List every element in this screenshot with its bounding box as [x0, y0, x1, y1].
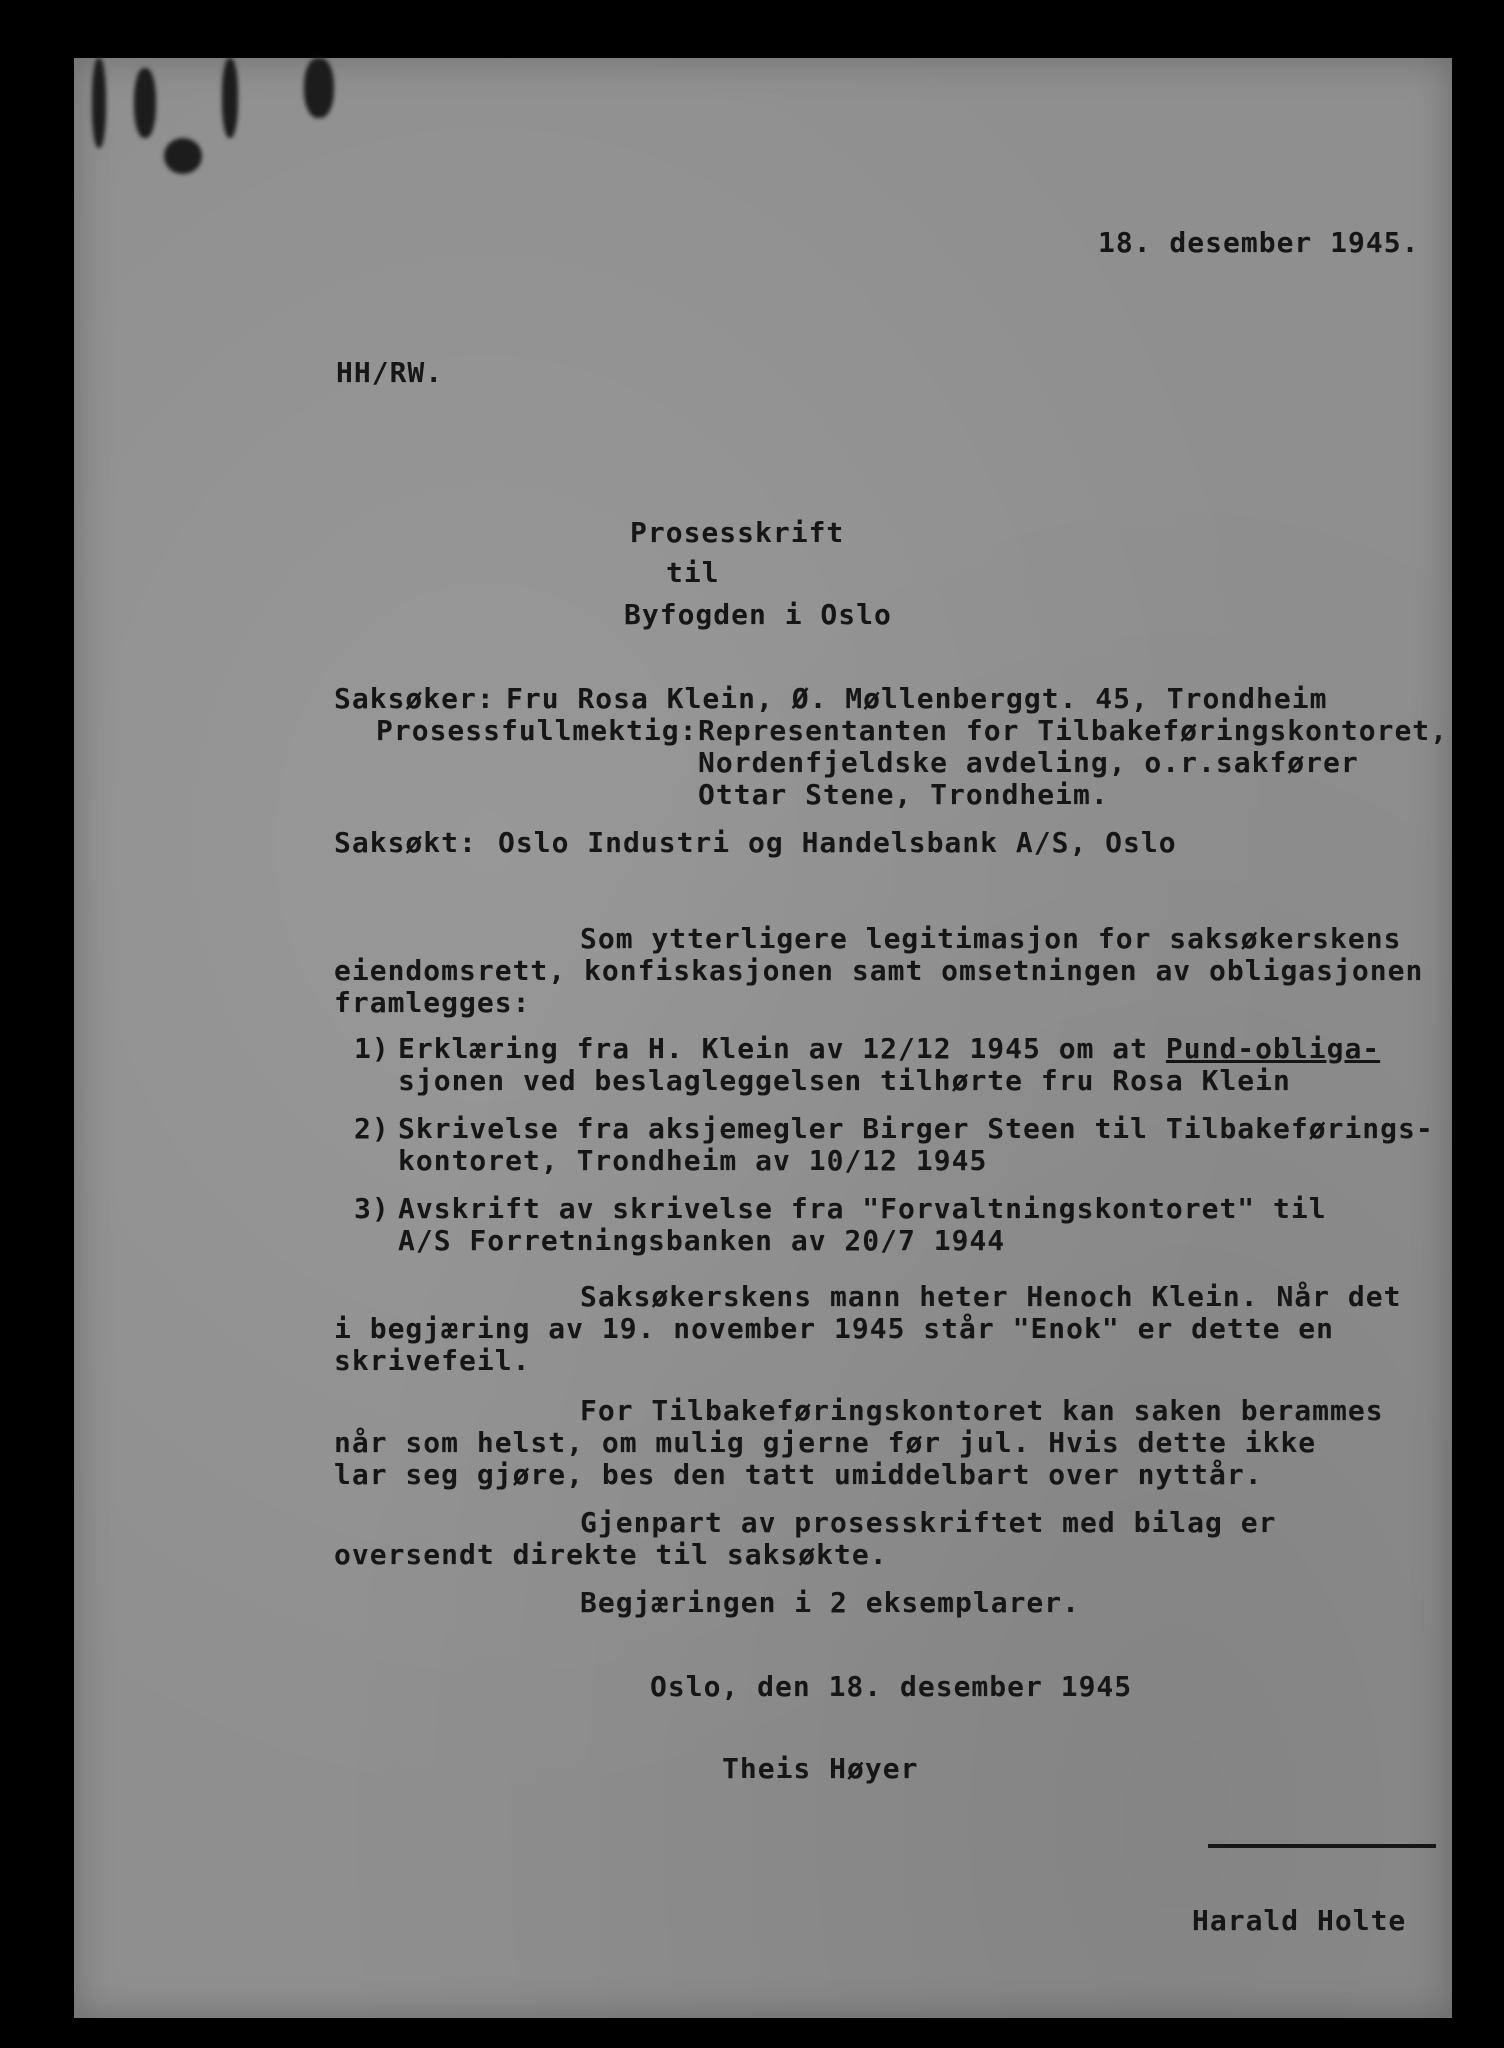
signature-line	[1208, 1844, 1436, 1848]
paragraph-2-line-2: i begjæring av 19. november 1945 står "Enok" er dette en	[334, 1312, 1335, 1345]
title-line-3: Byfogden i Oslo	[624, 598, 892, 631]
list-item-line: A/S Forretningsbanken av 20/7 1944	[398, 1224, 1006, 1257]
list-item-line	[398, 1032, 1380, 1066]
defendant-label: Saksøkt:	[334, 826, 477, 859]
ink-smudge	[304, 58, 334, 118]
list-item-number: 2)	[354, 1112, 390, 1145]
intro-line-1: Som ytterligere legitimasjon for saksøkerskens	[580, 922, 1402, 955]
list-item-underlined-text: Pund-obliga-	[1165, 1032, 1381, 1065]
list-item-number: 1)	[354, 1032, 390, 1065]
signer-name: Theis Høyer	[722, 1752, 919, 1785]
paragraph-3-line-3: lar seg gjøre, bes den tatt umiddelbart over nyttår.	[334, 1458, 1263, 1491]
paragraph-3-line-2: når som helst, om mulig gjerne før jul. Hvis dette ikke	[334, 1426, 1317, 1459]
document-date: 18. desember 1945.	[1098, 226, 1420, 259]
attorney-line-3: Ottar Stene, Trondheim.	[698, 778, 1109, 811]
list-item-text: Erklæring fra H. Klein av 12/12 1945 om at	[398, 1032, 1166, 1065]
place-and-date: Oslo, den 18. desember 1945	[650, 1670, 1133, 1703]
paragraph-2-line-3: skrivefeil.	[334, 1344, 531, 1377]
title-line-1: Prosesskrift	[630, 516, 845, 549]
ink-smudge	[222, 58, 238, 138]
paragraph-2-line-1: Saksøkerskens mann heter Henoch Klein. Når det	[580, 1280, 1402, 1313]
signer-name: Harald Holte	[1192, 1904, 1407, 1937]
list-item-line: sjonen ved beslagleggelsen tilhørte fru Rosa Klein	[398, 1064, 1291, 1097]
intro-line-2: eiendomsrett, konfiskasjonen samt omsetningen av obligasjonen	[334, 954, 1424, 987]
paragraph-4-line-2: oversendt direkte til saksøkte.	[334, 1538, 888, 1571]
ink-smudge	[134, 68, 156, 138]
defendant-value: Oslo Industri og Handelsbank A/S, Oslo	[498, 826, 1177, 859]
plaintiff-value: Fru Rosa Klein, Ø. Møllenberggt. 45, Trondheim	[506, 682, 1328, 715]
list-item-line: Avskrift av skrivelse fra "Forvaltningskontoret" til	[398, 1192, 1327, 1225]
list-item-line: kontoret, Trondheim av 10/12 1945	[398, 1144, 988, 1177]
intro-line-3: framlegges:	[334, 986, 531, 1019]
ink-smudge	[164, 138, 202, 174]
paragraph-5: Begjæringen i 2 eksemplarer.	[580, 1586, 1081, 1619]
reference-initials: HH/RW.	[336, 356, 444, 389]
attorney-line-2: Nordenfjeldske avdeling, o.r.sakfører	[698, 746, 1359, 779]
list-item-number: 3)	[354, 1192, 390, 1225]
paragraph-4-line-1: Gjenpart av prosesskriftet med bilag er	[580, 1506, 1277, 1539]
list-item-line: Skrivelse fra aksjemegler Birger Steen til Tilbakeførings-	[398, 1112, 1434, 1145]
plaintiff-label: Saksøker:	[334, 682, 495, 715]
paragraph-3-line-1: For Tilbakeføringskontoret kan saken berammes	[580, 1394, 1384, 1427]
ink-smudge	[92, 58, 106, 148]
title-line-2: til	[666, 556, 720, 589]
attorney-line-1: Representanten for Tilbakeføringskontoret,	[698, 714, 1449, 747]
attorney-label: Prosessfullmektig:	[376, 714, 698, 747]
